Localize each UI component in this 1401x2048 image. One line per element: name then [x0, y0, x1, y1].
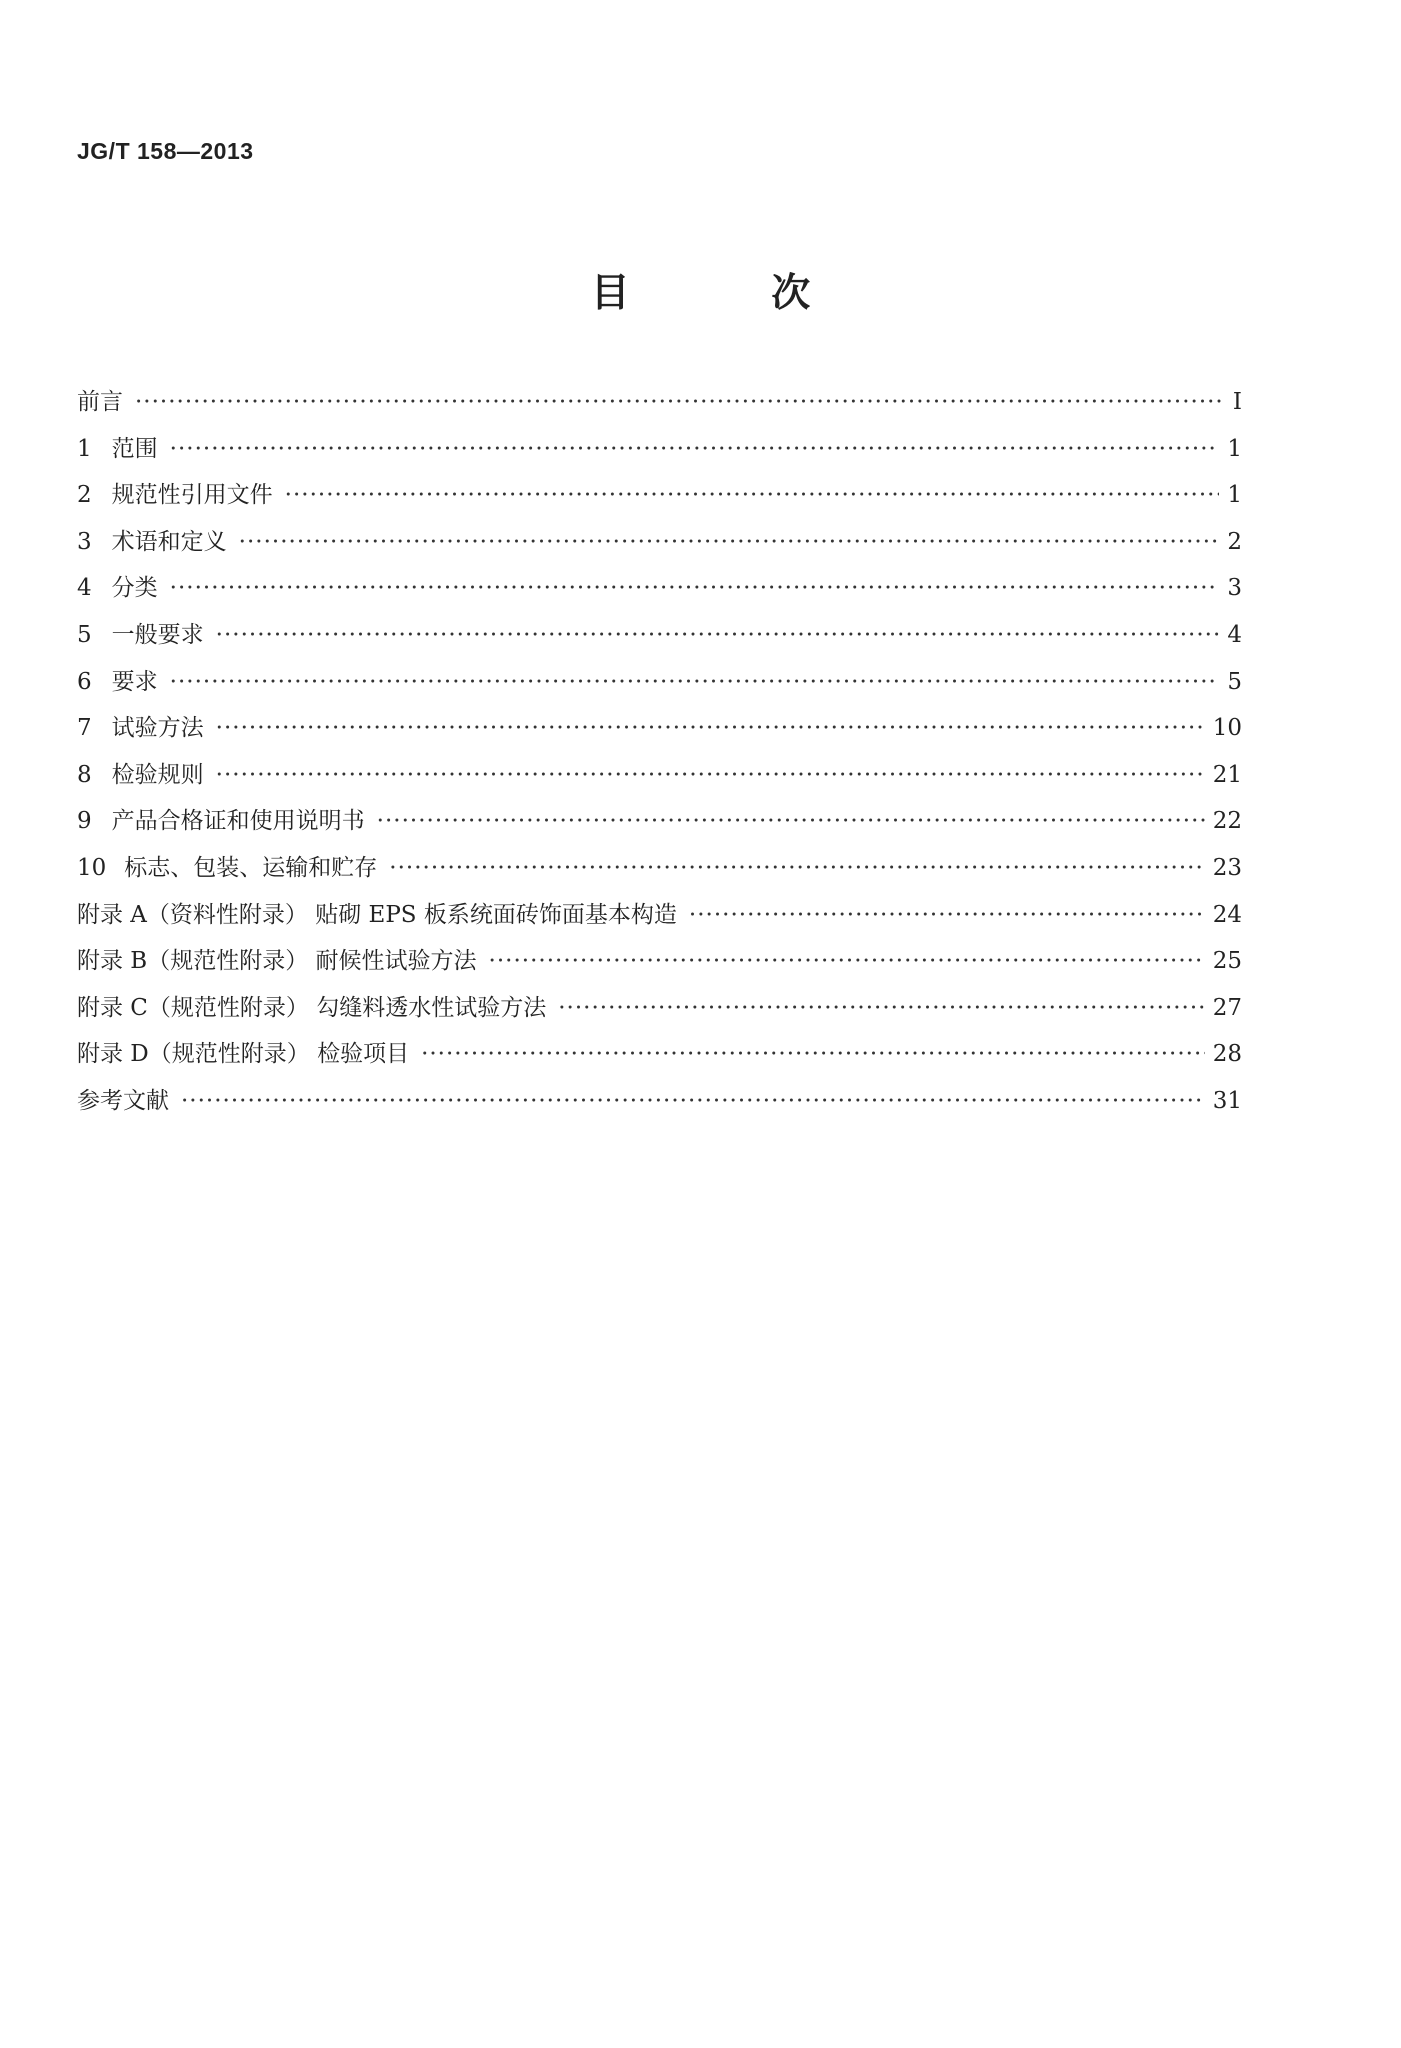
toc-entry-3[interactable]: [77, 527, 1242, 574]
toc-leader-dots: [216, 760, 1205, 790]
toc-entry-page: 4: [1227, 621, 1242, 648]
toc-entry-page: 1: [1227, 482, 1242, 509]
toc-entry-label: 标志、包装、运输和贮存: [124, 854, 378, 881]
toc-entry-page: 22: [1212, 808, 1242, 835]
toc-entry-label: 附录 C（规范性附录） 勾缝料透水性试验方法: [77, 994, 547, 1021]
toc-entry-appendix-c[interactable]: [77, 993, 1242, 1040]
toc-entry-label: 范围: [111, 435, 158, 462]
toc-leader-dots: [421, 1039, 1205, 1069]
toc-entry-page: 23: [1212, 854, 1242, 881]
toc-entry-label: 产品合格证和使用说明书: [111, 808, 365, 835]
toc-entry-6[interactable]: [77, 667, 1242, 714]
toc-entry-number: 10: [77, 854, 107, 881]
toc-leader-dots: [170, 434, 1220, 464]
toc-entry-page: 3: [1227, 575, 1242, 602]
toc-entry-label: 检验规则: [111, 761, 204, 788]
toc-entry-page: 1: [1227, 435, 1242, 462]
toc-entry-label: 分类: [111, 575, 158, 602]
toc-entry-5[interactable]: [77, 620, 1242, 667]
toc-entry-page: 21: [1212, 761, 1242, 788]
toc-entry-appendix-b[interactable]: [77, 946, 1242, 993]
toc-leader-dots: [170, 667, 1220, 697]
toc-leader-dots: [285, 480, 1220, 510]
toc-leader-dots: [689, 900, 1205, 930]
toc-entry-number: 9: [77, 808, 92, 835]
toc-entry-number: 1: [77, 435, 92, 462]
toc-entry-number: 2: [77, 482, 92, 509]
toc-entry-number: 3: [77, 528, 92, 555]
toc-entry-label: 试验方法: [111, 715, 204, 742]
toc-entry-label: 附录 B（规范性附录） 耐候性试验方法: [77, 948, 477, 975]
toc-entry-label: 前言: [77, 389, 123, 415]
toc-leader-dots: [239, 527, 1220, 557]
toc-leader-dots: [489, 946, 1205, 976]
toc-entry-page: 10: [1212, 715, 1242, 742]
toc-leader-dots: [389, 853, 1204, 883]
toc-leader-dots: [558, 993, 1204, 1023]
toc-entry-number: 6: [77, 668, 92, 695]
toc-entry-label: 术语和定义: [111, 528, 227, 555]
toc-entry-label: 附录 D（规范性附录） 检验项目: [77, 1041, 410, 1068]
toc-entry-7[interactable]: [77, 713, 1242, 760]
toc-entry-appendix-d[interactable]: [77, 1039, 1242, 1086]
toc-entry-8[interactable]: [77, 760, 1242, 807]
toc-leader-dots: [377, 806, 1205, 836]
toc-entry-label: 要求: [111, 668, 158, 695]
toc-entry-label: 规范性引用文件: [111, 482, 273, 509]
toc-entry-label: 参考文献: [77, 1087, 169, 1114]
toc-entry-foreword[interactable]: [77, 387, 1242, 434]
toc-entry-4[interactable]: [77, 573, 1242, 620]
toc-entry-1[interactable]: [77, 434, 1242, 481]
toc-entry-2[interactable]: [77, 480, 1242, 527]
toc-entry-references[interactable]: [77, 1086, 1242, 1133]
toc-entry-page: 28: [1212, 1041, 1242, 1068]
table-of-contents: [77, 387, 1242, 1133]
toc-leader-dots: [135, 387, 1225, 417]
toc-entry-page: Ⅰ: [1232, 389, 1242, 415]
standard-code: JG/T 158—2013: [77, 138, 254, 164]
toc-leader-dots: [216, 713, 1205, 743]
toc-entry-9[interactable]: [77, 806, 1242, 853]
toc-entry-appendix-a[interactable]: [77, 900, 1242, 947]
page-title: 目 次: [590, 271, 875, 316]
toc-leader-dots: [170, 573, 1220, 603]
toc-entry-number: 7: [77, 715, 92, 742]
toc-entry-number: 8: [77, 761, 92, 788]
toc-leader-dots: [181, 1086, 1205, 1116]
toc-entry-label: 附录 A（资料性附录） 贴砌 EPS 板系统面砖饰面基本构造: [77, 901, 677, 928]
toc-entry-page: 2: [1227, 528, 1242, 555]
toc-entry-10[interactable]: [77, 853, 1242, 900]
toc-entry-page: 24: [1212, 901, 1242, 928]
toc-entry-page: 31: [1212, 1087, 1242, 1114]
toc-leader-dots: [216, 620, 1220, 650]
toc-entry-page: 25: [1212, 948, 1242, 975]
toc-entry-page: 5: [1227, 668, 1242, 695]
toc-entry-number: 4: [77, 575, 92, 602]
toc-entry-label: 一般要求: [111, 621, 204, 648]
toc-entry-number: 5: [77, 621, 92, 648]
toc-entry-page: 27: [1212, 994, 1242, 1021]
